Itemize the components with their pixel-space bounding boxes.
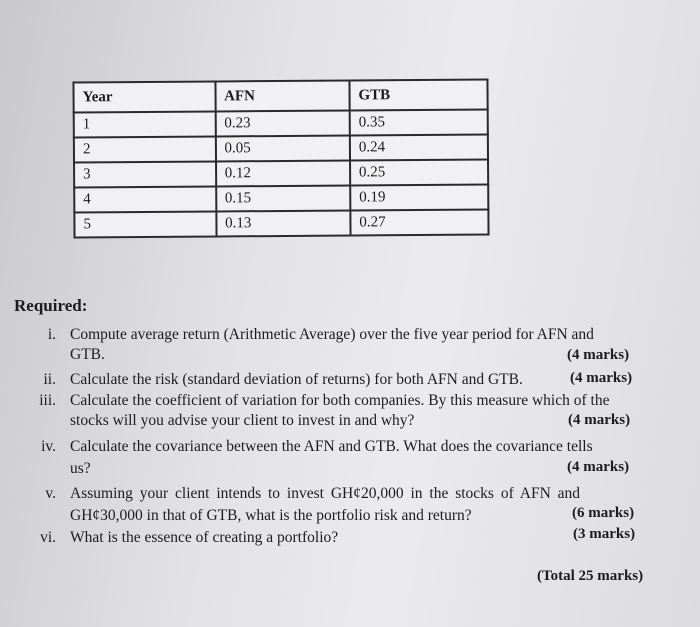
table-row <box>74 135 488 163</box>
question-text-line1: What is the essence of creating a portfolio? <box>70 529 339 546</box>
header-afn: AFN <box>215 81 350 112</box>
cell-afn: 0.15 <box>216 186 350 212</box>
marks-label: (4 marks) <box>567 459 630 475</box>
cell-gtb: 0.35 <box>350 110 488 136</box>
cell-gtb: 0.19 <box>350 185 488 211</box>
question-number: ii. <box>43 371 56 388</box>
cell-afn: 0.13 <box>216 211 350 237</box>
question-text-line1: Compute average return (Arithmetic Average) over the five year period for AFN and <box>70 326 594 343</box>
cell-gtb: 0.27 <box>350 210 488 236</box>
marks-label: (4 marks) <box>567 347 630 363</box>
question-text-line1: Calculate the risk (standard deviation of returns) for both AFN and GTB. <box>70 371 523 388</box>
table-row <box>74 160 488 188</box>
table-header-row <box>73 80 487 113</box>
cell-year: 1 <box>74 111 216 137</box>
table-row <box>74 185 488 213</box>
marks-label: (6 marks) <box>572 505 635 521</box>
cell-year: 5 <box>74 211 216 237</box>
marks-label: (3 marks) <box>573 526 636 542</box>
header-gtb: GTB <box>349 80 487 111</box>
cell-year: 3 <box>74 161 216 187</box>
table-row <box>74 210 488 238</box>
question-text-line1: Calculate the covariance between the AFN and GTB. What does the covariance tells <box>70 438 593 455</box>
cell-afn: 0.05 <box>215 136 349 162</box>
cell-year: 4 <box>74 186 216 212</box>
question-number: iv. <box>41 438 56 455</box>
question-number: i. <box>47 326 56 343</box>
returns-table <box>72 79 489 239</box>
marks-label: (4 marks) <box>570 370 633 386</box>
required-heading: Required: <box>14 296 88 315</box>
cell-gtb: 0.24 <box>350 135 488 161</box>
header-year: Year <box>73 81 215 112</box>
cell-afn: 0.12 <box>216 161 350 187</box>
cell-afn: 0.23 <box>215 111 349 137</box>
question-text-line1: Calculate the coefficient of variation for both companies. By this measure which of the <box>70 392 610 409</box>
question-text-line2: GTB. <box>70 346 105 363</box>
question-text-line2: stocks will you advise your client to invest in and why? <box>70 412 415 429</box>
cell-gtb: 0.25 <box>350 160 488 186</box>
cell-year: 2 <box>74 136 216 162</box>
question-number: v. <box>45 485 56 502</box>
question-number: iii. <box>39 392 56 409</box>
total-marks: (Total 25 marks) <box>537 568 644 584</box>
question-text-line2: us? <box>70 460 91 477</box>
marks-label: (4 marks) <box>568 412 631 428</box>
question-text-line2: GH¢30,000 in that of GTB, what is the portfolio risk and return? <box>70 507 472 524</box>
table-row <box>74 110 488 138</box>
question-text-line1: Assuming your client intends to invest GH¢20,000 in the stocks of AFN and <box>70 485 581 502</box>
question-number: vi. <box>40 529 56 546</box>
